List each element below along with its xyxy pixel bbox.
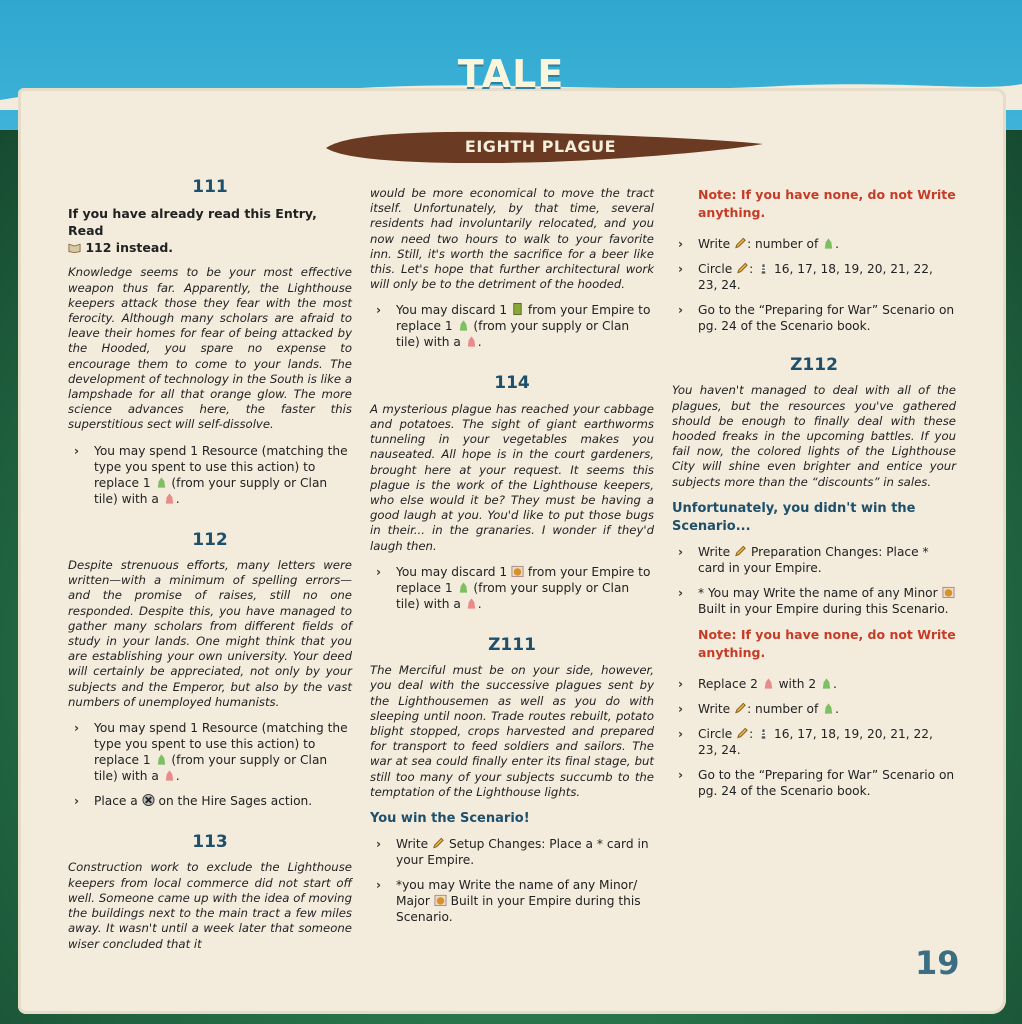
column-left [68, 177, 352, 962]
page-number: 19 [915, 944, 960, 982]
green-sage-icon [822, 236, 835, 250]
entry-111-bullet: › You may spend 1 Resource (matching the type you spent to use this action) to replace 1 (from your supply or Clan tile) with a . [74, 443, 348, 506]
entry-z111-bullet-4: › Circle : 16, 17, 18, 19, 20, 21, 22, 23, 24. [678, 262, 933, 292]
entry-heading-z112: Z112 [790, 355, 838, 375]
chevron-right-icon: › [678, 544, 684, 559]
entry-z111-bullet-5: › Go to the “Preparing for War” Scenario on pg. 24 of the Scenario book. [678, 303, 955, 333]
chevron-right-icon: › [74, 443, 80, 458]
entry-111-story: Knowledge seems to be your most effective weapon thus far. Apparently, the Lighthouse keepers attack those they fear with the most ferocity. Although many scholars are afraid to leave their homes for fear of being attacked by the Hooded, you spare no expense to encourage them to come to your lands. The development of technology in the South is like a lampshade for all that orange glow. The more science advances here, the faster this superstitious sect will self-dissolve. [68, 265, 352, 432]
chevron-right-icon: › [678, 676, 684, 691]
entry-heading-113: 113 [192, 832, 228, 853]
green-sage-icon [457, 580, 470, 594]
entry-111-lead: If you have already read this Entry, Read 112 instead. [68, 206, 317, 256]
chevron-right-icon: › [376, 564, 382, 579]
chevron-right-icon: › [376, 878, 382, 893]
pencil-icon [432, 836, 445, 850]
entry-z111-note: Note: If you have none, do not Write anything. [698, 187, 956, 220]
entry-114-story: A mysterious plague has reached your cabbage and potatoes. The sight of giant earthworms tunneling in your vegetables makes you nauseated. All hope is in the court gardeners, brought here at your request. It seems this plague is the work of the Lighthouse keepers, who else would it be? They must be having a good laugh at you. You'd like to put those bugs in their... in the granaries. I wonder if they'd laugh then. [370, 401, 654, 553]
pencil-icon [736, 726, 749, 740]
chevron-right-icon: › [678, 726, 684, 741]
book-icon [68, 240, 81, 254]
entry-112-bullet-1: › You may spend 1 Resource (matching the type you spent to use this action) to replace 1 (from your supply or Clan tile) with a . [74, 721, 348, 784]
entry-113-bullet: › You may discard 1 from your Empire to replace 1 (from your supply or Clan tile) with a . [376, 303, 651, 350]
lighthouse-icon [757, 726, 770, 740]
pink-sage-icon [465, 334, 478, 348]
entry-heading-114: 114 [494, 373, 530, 394]
pencil-icon [734, 701, 747, 715]
potato-building-icon [511, 564, 524, 578]
entry-z111-subheading: You win the Scenario! [370, 811, 530, 827]
green-sage-icon [822, 701, 835, 715]
entry-z112-note: Note: If you have none, do not Write anything. [698, 626, 956, 660]
green-sage-icon [155, 475, 168, 489]
cancel-token-icon [142, 793, 155, 807]
entry-heading-112: 112 [192, 529, 228, 550]
column-middle [370, 186, 654, 934]
entry-heading-z111: Z111 [488, 634, 536, 655]
entry-114-bullet: › You may discard 1 from your Empire to replace 1 (from your supply or Clan tile) with a . [376, 564, 651, 611]
chevron-right-icon: › [678, 303, 684, 317]
green-sage-icon [820, 676, 833, 690]
chevron-right-icon: › [678, 767, 684, 782]
chevron-right-icon: › [678, 585, 684, 600]
chevron-right-icon: › [376, 303, 382, 318]
chevron-right-icon: › [74, 721, 80, 736]
entry-z112-bullet-4: › Write : number of . [678, 701, 839, 716]
entry-z111-bullet-3: › Write : number of . [678, 237, 839, 251]
green-resource-icon [511, 302, 524, 316]
pink-sage-icon [163, 768, 176, 782]
entry-z112-bullet-6: › Go to the “Preparing for War” Scenario on pg. 24 of the Scenario book. [678, 767, 955, 798]
green-sage-icon [155, 752, 168, 766]
chevron-right-icon: › [678, 701, 684, 716]
column-right [672, 186, 956, 808]
entry-112-bullet-2: › Place a on the Hire Sages action. [74, 794, 313, 809]
pencil-icon [736, 261, 749, 275]
pink-sage-icon [465, 596, 478, 610]
lighthouse-icon [757, 261, 770, 275]
entry-z111-story: The Merciful must be on your side, however, you deal with the successive plagues sent by the Lighthousemen as well as you do with sleeping until noon. Trade routes rebuilt, potato blight stopped, crops harvested and prepared for transport to feed soldiers and sailors. The war at sea could finally enter its final stage, but still too many of your subjects succumb to the temptation of the Lighthouse lights. [370, 663, 654, 799]
chevron-right-icon: › [678, 262, 684, 276]
chevron-right-icon: › [376, 837, 382, 852]
page-title: TALE [457, 52, 565, 96]
entry-z112-bullet-2: › * You may Write the name of any Minor Built in your Empire during this Scenario. [672, 585, 956, 617]
green-sage-icon [457, 318, 470, 332]
section-banner: EIGHTH PLAGUE [464, 137, 617, 156]
chevron-right-icon: › [74, 794, 80, 809]
entry-z112-bullet-5: › Circle : 16, 17, 18, 19, 20, 21, 22, 23, 24. [678, 726, 933, 757]
pencil-icon [734, 236, 747, 250]
entry-113-story: Construction work to exclude the Lighthouse keepers from local commerce did not start off well. Someone came up with the idea of moving the buildings next to the main tract a few miles away. It wasn't until a week later that someone wiser concluded that it [68, 860, 352, 951]
entry-z112-bullet-3: › Replace 2 with 2 . [678, 676, 837, 691]
chevron-right-icon: › [678, 237, 684, 251]
potato-building-icon [434, 893, 447, 907]
entry-z112-bullet-1: › Write Preparation Changes: Place * card in your Empire. [678, 544, 929, 575]
entry-112-story: Despite strenuous efforts, many letters were written—with a minimum of spelling errors—and the promise of raises, still no one responded. Despite this, you have managed to gather many scholars from different fields of study in your lands. One might think that you are establishing your own university. Your deed will certainly be appreciated, not only by your subjects and the Emperor, but also by the vast numbers of unemployed humanists. [68, 558, 352, 709]
potato-building-icon [942, 585, 955, 599]
entry-z112-story: You haven't managed to deal with all of the plagues, but the resources you've gathered should be enough to finally deal with these hooded freaks in the upcoming battles. If you fail now, the colored lights of the Lighthouse City will shine even brighter and entice your subjects more than the “discounts” in sales. [672, 383, 956, 489]
entry-z112-subheading: Unfortunately, you didn't win the Scenario... [672, 500, 916, 534]
pink-sage-icon [163, 491, 176, 505]
pink-sage-icon [762, 676, 775, 690]
pencil-icon [734, 544, 747, 558]
entry-z111-bullet-1: › Write Setup Changes: Place a * card in your Empire. [376, 837, 649, 868]
entry-113-story-cont: would be more economical to move the tract itself. Unfortunately, by that time, several residents had involuntarily relocated, and you now need two hours to walk to your favorite inn. Still, it's worth the sacrifice for a beer like this. Let's hope that further architectural work will only be to the detriment of the hooded. [370, 186, 654, 292]
entry-heading-111: 111 [192, 177, 228, 197]
entry-z111-bullet-2: › *you may Write the name of any Minor/ Major Built in your Empire during this Scenario. [376, 878, 641, 925]
